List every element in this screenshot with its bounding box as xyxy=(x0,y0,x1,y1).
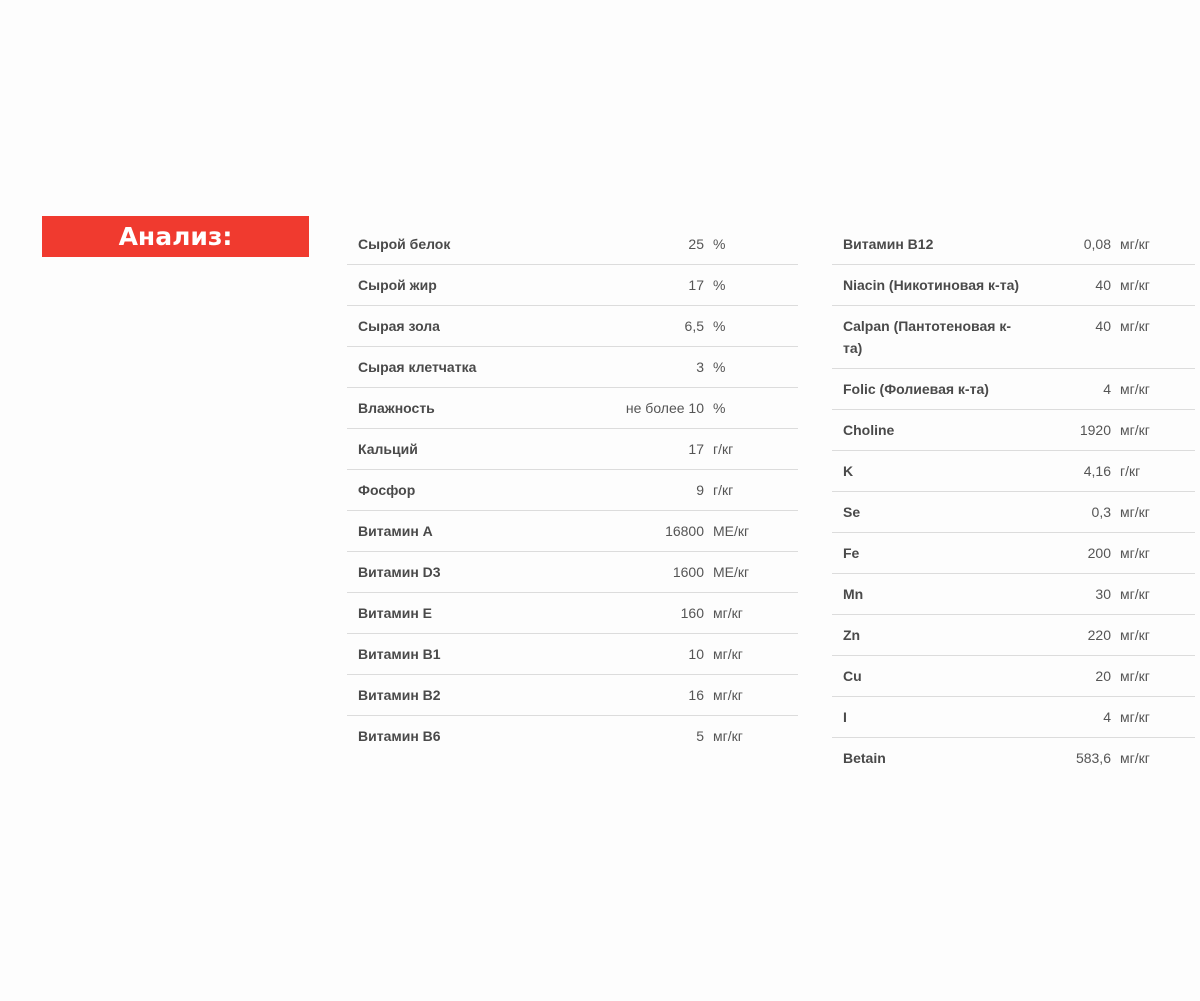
nutrient-unit: МЕ/кг xyxy=(713,523,750,539)
table-row xyxy=(832,656,1195,697)
nutrient-unit: МЕ/кг xyxy=(713,564,750,580)
nutrient-value: 9 xyxy=(696,482,704,498)
nutrient-name: Cu xyxy=(843,668,862,684)
table-row xyxy=(347,552,798,593)
nutrient-value: 160 xyxy=(680,605,704,621)
table-row xyxy=(347,675,798,716)
nutrient-name: Сырая клетчатка xyxy=(358,359,477,375)
table-row xyxy=(347,593,798,634)
nutrient-value: 583,6 xyxy=(1075,750,1111,766)
nutrient-name: Фосфор xyxy=(358,482,416,498)
table-row xyxy=(832,369,1195,410)
nutrient-name: Fe xyxy=(843,545,860,561)
nutrient-value: 17 xyxy=(688,441,704,457)
nutrient-unit: % xyxy=(713,277,726,293)
nutrient-name: Витамин D3 xyxy=(358,564,441,580)
nutrient-unit: мг/кг xyxy=(1120,381,1150,397)
nutrient-name: Сырая зола xyxy=(358,318,440,334)
nutrient-unit: г/кг xyxy=(713,482,734,498)
nutrient-unit: мг/кг xyxy=(1120,668,1150,684)
nutrient-name: Витамин В2 xyxy=(358,687,441,703)
nutrient-value: не более 10 xyxy=(625,400,704,416)
table-row xyxy=(347,429,798,470)
table-row xyxy=(832,410,1195,451)
table-row xyxy=(347,388,798,429)
analysis-table-left xyxy=(347,224,798,756)
nutrient-value: 4 xyxy=(1103,381,1111,397)
analysis-heading: Анализ: xyxy=(42,216,309,257)
nutrient-unit: г/кг xyxy=(713,441,734,457)
nutrient-name: Niacin (Никотиновая к-та) xyxy=(843,277,1020,293)
nutrient-name: Витамин В12 xyxy=(843,236,934,252)
nutrient-value: 0,3 xyxy=(1091,504,1111,520)
nutrient-name: Сырой белок xyxy=(358,236,451,252)
table-row xyxy=(347,347,798,388)
nutrient-value: 16 xyxy=(688,687,704,703)
table-row xyxy=(832,492,1195,533)
nutrient-value: 220 xyxy=(1087,627,1111,643)
table-row xyxy=(832,738,1195,779)
nutrient-name: Zn xyxy=(843,627,861,643)
nutrient-value: 4 xyxy=(1103,709,1111,725)
nutrient-value: 30 xyxy=(1095,586,1111,602)
nutrient-name: Витамин А xyxy=(358,523,433,539)
table-row xyxy=(832,224,1195,265)
nutrient-unit: мг/кг xyxy=(1120,586,1150,602)
table-row xyxy=(347,716,798,757)
nutrient-value: 0,08 xyxy=(1083,236,1111,252)
nutrient-name: Витамин Е xyxy=(358,605,433,621)
nutrient-unit: мг/кг xyxy=(1120,709,1150,725)
nutrient-name: Betain xyxy=(843,750,886,766)
nutrient-value: 17 xyxy=(688,277,704,293)
table-row xyxy=(347,511,798,552)
nutrient-unit: % xyxy=(713,236,726,252)
nutrient-value: 4,16 xyxy=(1083,463,1111,479)
nutrient-name: Calpan (Пантотеновая к-та) xyxy=(843,318,1011,356)
nutrient-value: 16800 xyxy=(665,523,704,539)
nutrient-value: 20 xyxy=(1095,668,1111,684)
nutrient-name: I xyxy=(843,709,847,725)
nutrient-unit: мг/кг xyxy=(713,605,743,621)
nutrient-name: Витамин В1 xyxy=(358,646,441,662)
table-row xyxy=(832,574,1195,615)
nutrient-unit: мг/кг xyxy=(713,728,743,744)
nutrient-unit: мг/кг xyxy=(1120,504,1150,520)
nutrient-name: Folic (Фолиевая к-та) xyxy=(843,381,989,397)
nutrient-name: Витамин В6 xyxy=(358,728,441,744)
nutrient-name: K xyxy=(843,463,854,479)
nutrient-name: Сырой жир xyxy=(358,277,437,293)
analysis-table-right xyxy=(832,224,1195,778)
nutrient-unit: % xyxy=(713,318,726,334)
nutrient-unit: мг/кг xyxy=(713,687,743,703)
nutrient-name: Se xyxy=(843,504,861,520)
table-row xyxy=(832,451,1195,492)
nutrient-value: 6,5 xyxy=(684,318,704,334)
table-row xyxy=(347,470,798,511)
nutrient-unit: мг/кг xyxy=(1120,236,1150,252)
nutrient-value: 1920 xyxy=(1079,422,1111,438)
nutrient-unit: мг/кг xyxy=(713,646,743,662)
nutrient-value: 1600 xyxy=(672,564,704,580)
nutrient-unit: % xyxy=(713,400,726,416)
table-row xyxy=(832,265,1195,306)
nutrient-unit: % xyxy=(713,359,726,375)
nutrient-value: 40 xyxy=(1095,318,1111,334)
nutrient-name: Mn xyxy=(843,586,864,602)
nutrient-value: 5 xyxy=(696,728,704,744)
nutrient-value: 200 xyxy=(1087,545,1111,561)
nutrient-unit: мг/кг xyxy=(1120,422,1150,438)
nutrient-unit: мг/кг xyxy=(1120,318,1150,334)
table-row xyxy=(832,615,1195,656)
nutrient-name: Кальций xyxy=(358,441,418,457)
table-row xyxy=(347,634,798,675)
table-row xyxy=(347,224,798,265)
nutrient-unit: мг/кг xyxy=(1120,545,1150,561)
nutrient-unit: г/кг xyxy=(1120,463,1141,479)
nutrient-unit: мг/кг xyxy=(1120,627,1150,643)
nutrient-unit: мг/кг xyxy=(1120,277,1150,293)
table-row xyxy=(832,533,1195,574)
nutrient-unit: мг/кг xyxy=(1120,750,1150,766)
nutrient-value: 25 xyxy=(688,236,704,252)
table-row xyxy=(832,306,1195,369)
table-row xyxy=(347,306,798,347)
nutrient-value: 10 xyxy=(688,646,704,662)
nutrient-name: Влажность xyxy=(358,400,435,416)
table-row xyxy=(347,265,798,306)
nutrient-value: 40 xyxy=(1095,277,1111,293)
nutrient-name: Choline xyxy=(843,422,895,438)
table-row xyxy=(832,697,1195,738)
nutrient-value: 3 xyxy=(696,359,704,375)
